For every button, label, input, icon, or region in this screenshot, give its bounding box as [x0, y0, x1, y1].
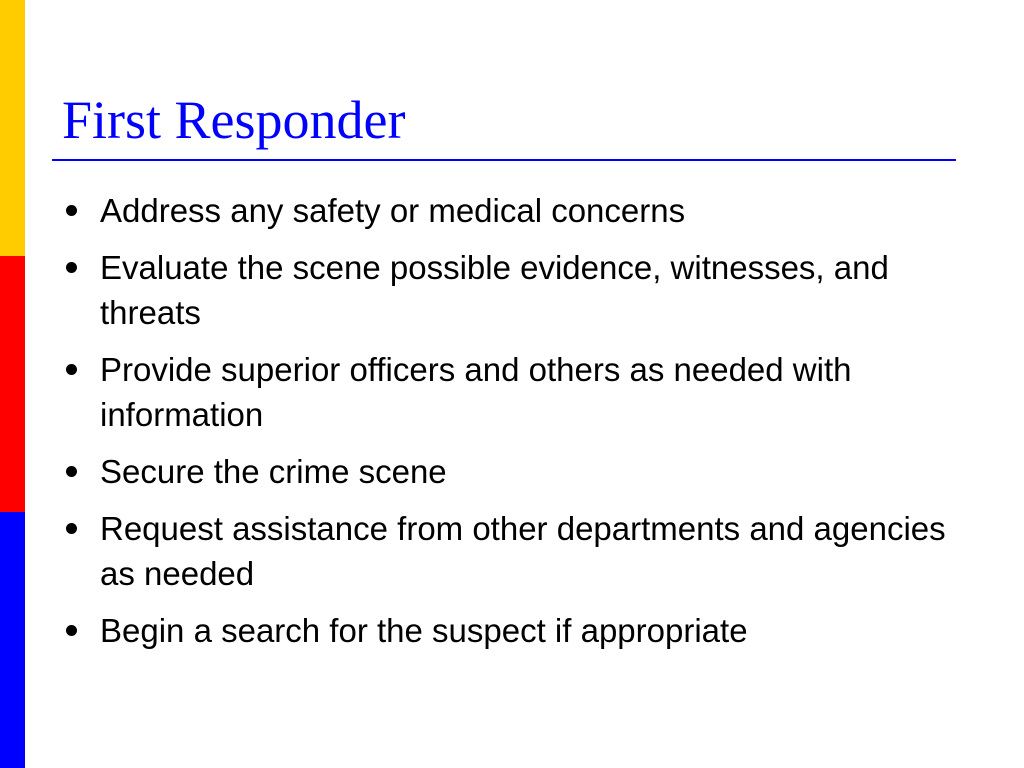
- bullet-dot-icon: [66, 625, 77, 636]
- side-bar-yellow-segment: [0, 0, 25, 256]
- bullet-text: Provide superior officers and others as needed with information: [100, 351, 852, 433]
- side-color-bar: [0, 0, 25, 768]
- bullet-dot-icon: [66, 523, 77, 534]
- bullet-dot-icon: [66, 205, 77, 216]
- bullet-text: Request assistance from other departments and agencies as needed: [100, 510, 946, 592]
- bullet-list: [60, 188, 960, 665]
- side-bar-blue-segment: [0, 512, 25, 768]
- bullet-text: Address any safety or medical concerns: [100, 192, 686, 229]
- bullet-dot-icon: [66, 262, 77, 273]
- bullet-text: Evaluate the scene possible evidence, witnesses, and threats: [100, 249, 889, 331]
- bullet-dot-icon: [66, 466, 77, 477]
- bullet-item: [60, 608, 960, 653]
- side-bar-red-segment: [0, 256, 25, 512]
- bullet-item: [60, 506, 960, 596]
- slide-title: First Responder: [62, 90, 406, 150]
- bullet-text: Begin a search for the suspect if appropriate: [100, 612, 748, 649]
- bullet-item: [60, 188, 960, 233]
- title-underline-rule: [52, 159, 956, 161]
- bullet-item: [60, 449, 960, 494]
- bullet-dot-icon: [66, 364, 77, 375]
- bullet-text: Secure the crime scene: [100, 453, 447, 490]
- bullet-item: [60, 245, 960, 335]
- bullet-item: [60, 347, 960, 437]
